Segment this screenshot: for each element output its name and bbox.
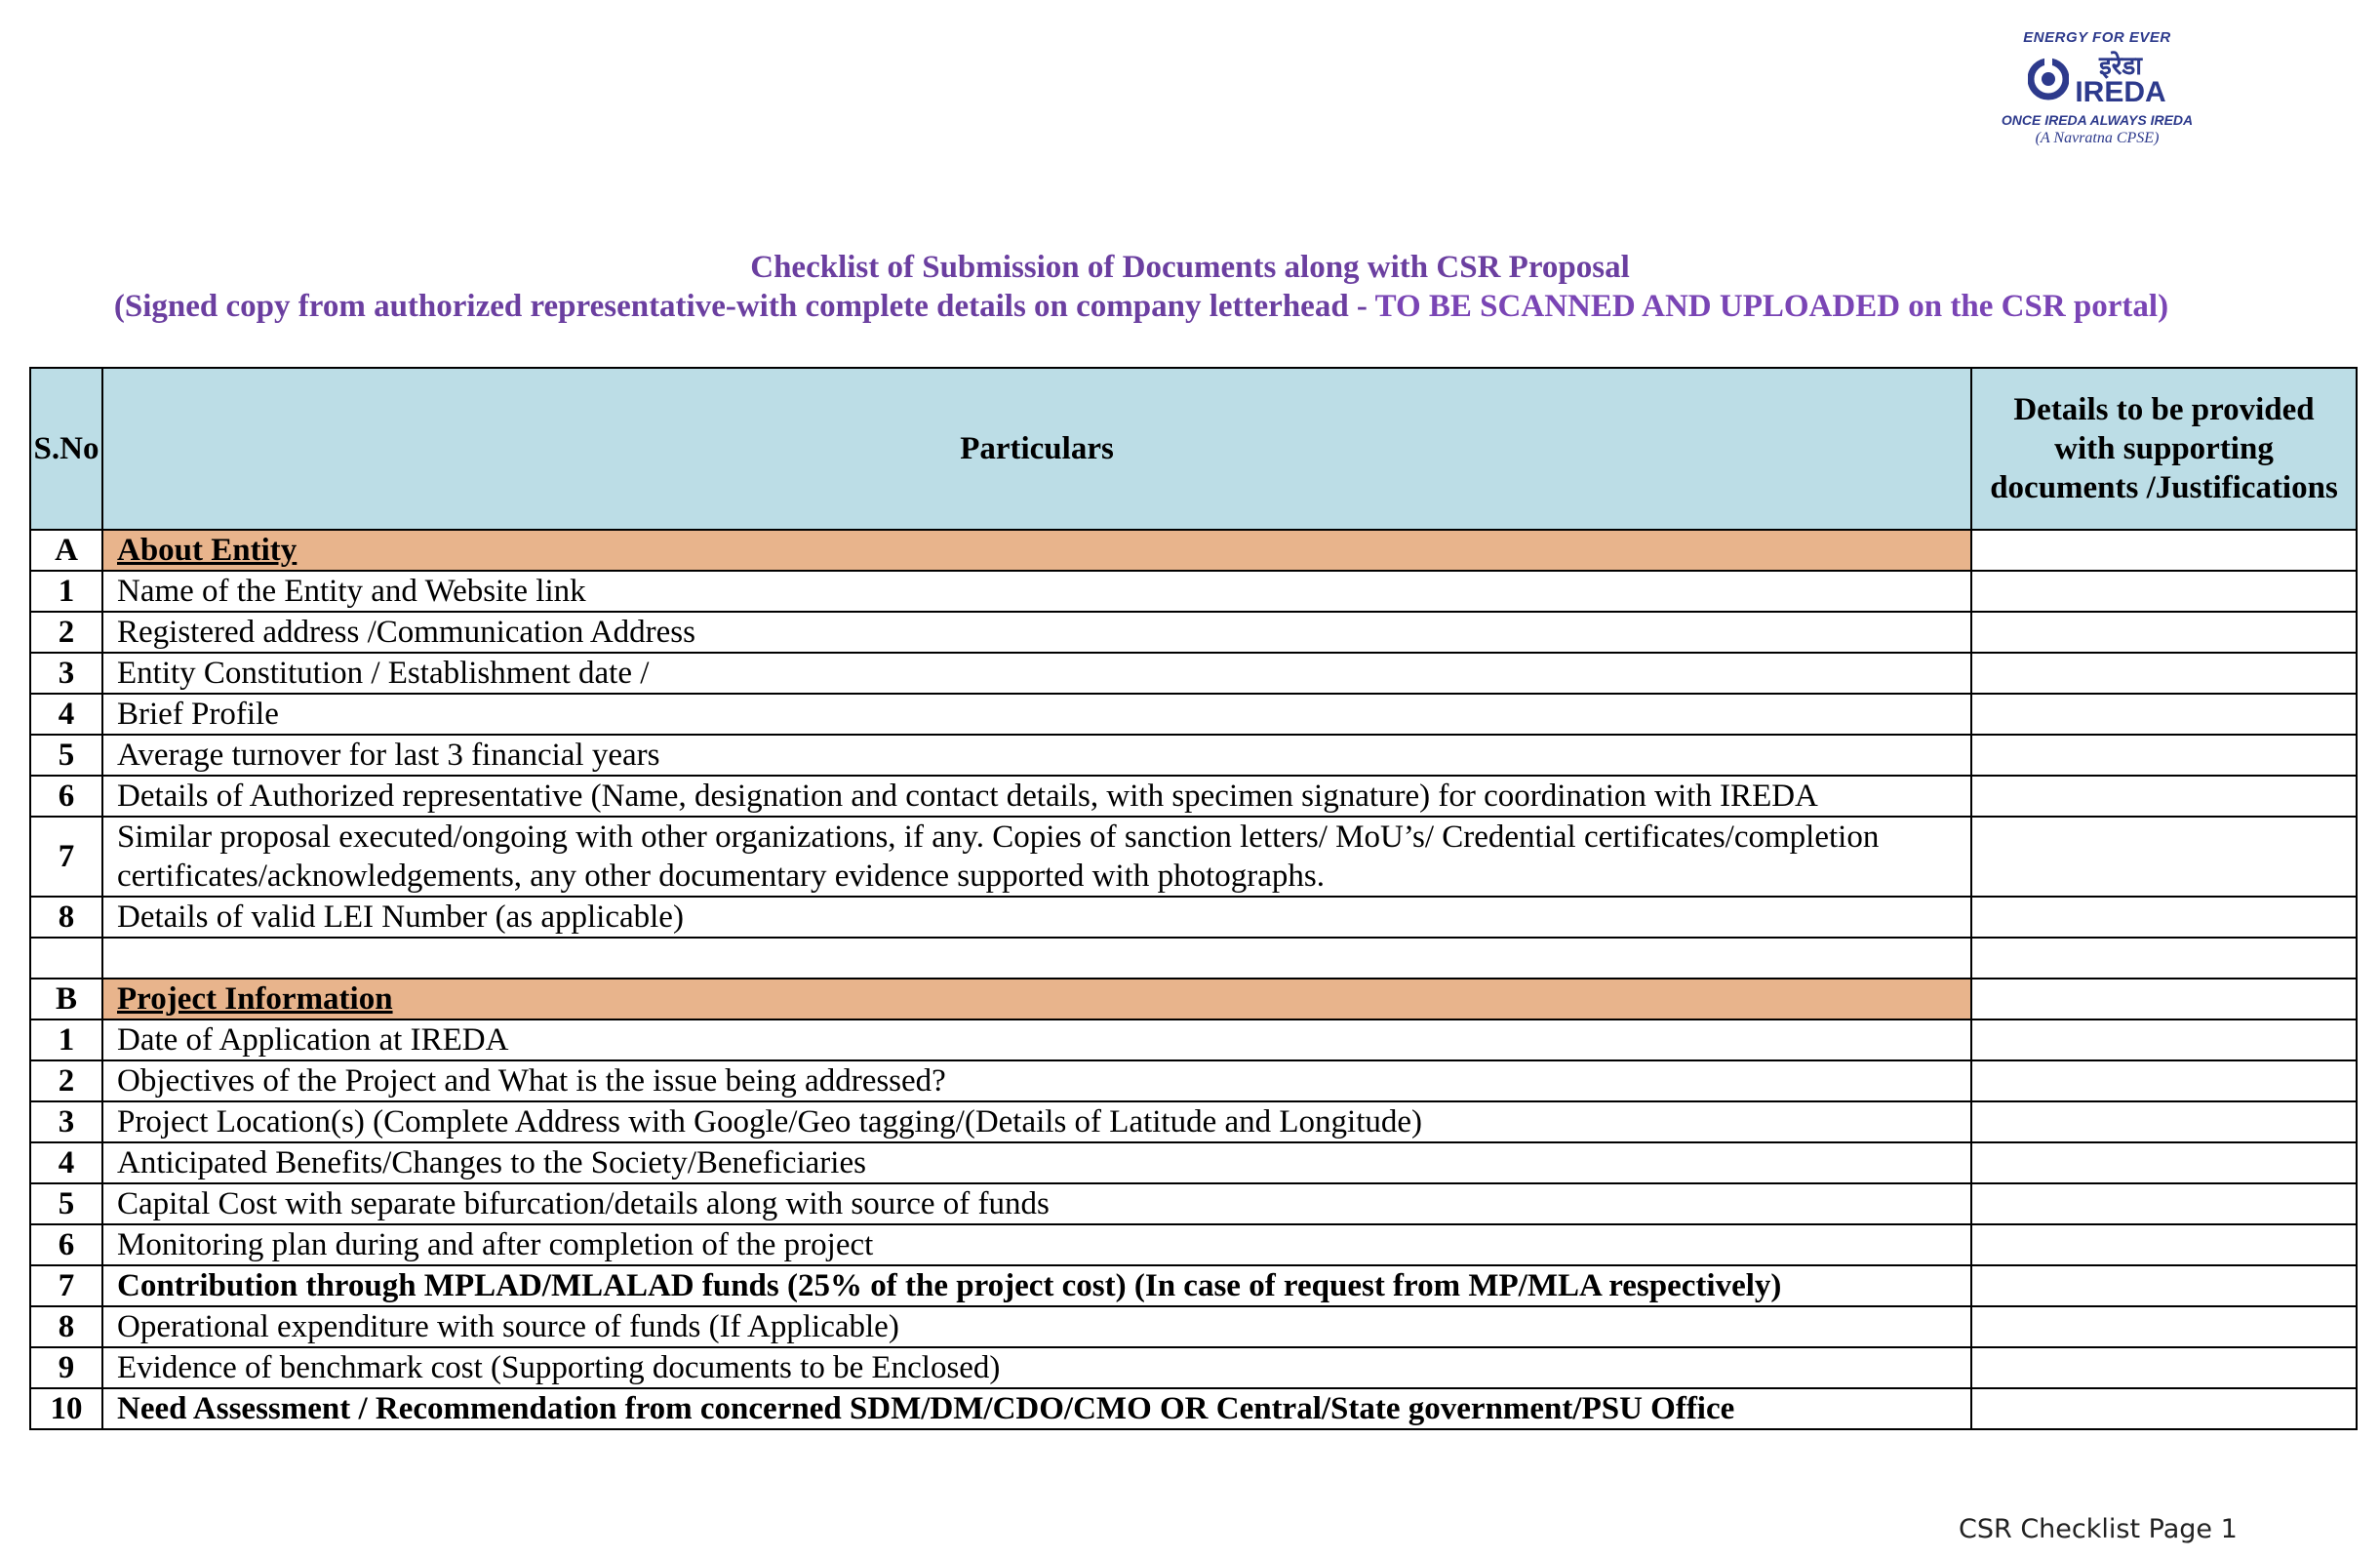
row-sno: 3 [30,1101,102,1142]
row-details-cell[interactable] [1971,1019,2357,1060]
row-particular: Details of Authorized representative (Name, designation and contact details, with specimen signature) for coordination with IREDA [102,776,1971,817]
row-details-cell[interactable] [1971,735,2357,776]
table-row [30,1306,2357,1347]
header-details: Details to be provided with supporting documents /Justifications [1971,368,2357,530]
row-particular: Brief Profile [102,694,1971,735]
row-particular: Capital Cost with separate bifurcation/details along with source of funds [102,1183,1971,1224]
row-sno: 4 [30,694,102,735]
row-details-cell[interactable] [1971,897,2357,938]
subtitle-main: (Signed copy from authorized representative-with complete details on company letterhead - [113,289,1375,324]
row-sno: 8 [30,897,102,938]
row-sno: 2 [30,1060,102,1101]
header-sno: S.No [30,368,102,530]
row-details-cell[interactable] [1971,1388,2357,1429]
row-sno: 10 [30,1388,102,1429]
logo-slogan: ONCE IREDA ALWAYS IREDA [2001,112,2194,128]
row-sno: 7 [30,817,102,897]
page-subtitle [0,289,2331,325]
row-particular: About Entity [102,530,1971,571]
row-particular: Project Location(s) (Complete Address with Google/Geo tagging/(Details of Latitude and Longitude) [102,1101,1971,1142]
row-details-cell[interactable] [1971,1265,2357,1306]
logo-tagline: ENERGY FOR EVER [2023,29,2171,46]
table-row [30,735,2357,776]
row-details-cell[interactable] [1971,1224,2357,1265]
ireda-emblem-icon [2028,56,2069,102]
row-details-cell[interactable] [1971,612,2357,653]
logo-brand: IREDA [2075,76,2166,108]
header-particulars: Particulars [102,368,1971,530]
row-sno: 1 [30,1019,102,1060]
row-details-cell[interactable] [1971,1183,2357,1224]
logo-hindi-name: इरेडा [2098,51,2143,80]
row-details-cell[interactable] [1971,653,2357,694]
table-row [30,1142,2357,1183]
row-details-cell[interactable] [1971,938,2357,979]
row-details-cell[interactable] [1971,530,2357,571]
row-sno: 2 [30,612,102,653]
row-sno: 8 [30,1306,102,1347]
logo-status: (A Navratna CPSE) [2035,130,2160,146]
row-particular: Objectives of the Project and What is the issue being addressed? [102,1060,1971,1101]
ireda-logo [1980,29,2214,166]
table-row [30,776,2357,817]
table-row [30,938,2357,979]
row-particular: Project Information [102,979,1971,1019]
row-sno: 3 [30,653,102,694]
row-particular: Similar proposal executed/ongoing with other organizations, if any. Copies of sanction letters/ MoU’s/ Credential certificates/completion certificates/acknowledgements, any other documentary evidence supported with photographs. [102,817,1971,897]
table-row [30,1224,2357,1265]
table-row [30,571,2357,612]
row-particular: Details of valid LEI Number (as applicable) [102,897,1971,938]
row-particular: Evidence of benchmark cost (Supporting documents to be Enclosed) [102,1347,1971,1388]
row-details-cell[interactable] [1971,694,2357,735]
row-sno: B [30,979,102,1019]
row-sno: A [30,530,102,571]
table-row [30,653,2357,694]
page-title: Checklist of Submission of Documents along with CSR Proposal [750,250,1630,285]
row-particular [102,938,1971,979]
row-sno: 9 [30,1347,102,1388]
row-particular: Average turnover for last 3 financial years [102,735,1971,776]
table-header-row [30,368,2357,530]
table-row [30,897,2357,938]
row-particular: Monitoring plan during and after completion of the project [102,1224,1971,1265]
table-row [30,1101,2357,1142]
table-row [30,1265,2357,1306]
row-sno: 5 [30,735,102,776]
table-row [30,694,2357,735]
section-row [30,979,2357,1019]
row-details-cell[interactable] [1971,1142,2357,1183]
checklist-body [30,530,2357,1429]
row-details-cell[interactable] [1971,776,2357,817]
row-particular: Need Assessment / Recommendation from concerned SDM/DM/CDO/CMO OR Central/State government/PSU Office [102,1388,1971,1429]
table-row [30,1347,2357,1388]
row-sno: 7 [30,1265,102,1306]
table-row [30,1183,2357,1224]
row-particular: Name of the Entity and Website link [102,571,1971,612]
row-sno: 6 [30,1224,102,1265]
section-row [30,530,2357,571]
row-particular: Registered address /Communication Address [102,612,1971,653]
row-sno: 1 [30,571,102,612]
row-particular: Date of Application at IREDA [102,1019,1971,1060]
table-row [30,1060,2357,1101]
row-details-cell[interactable] [1971,571,2357,612]
row-particular: Contribution through MPLAD/MLALAD funds (25% of the project cost) (In case of request from MP/MLA respectively) [102,1265,1971,1306]
table-row [30,1388,2357,1429]
page-footer: CSR Checklist Page 1 [1959,1514,2238,1544]
table-row [30,612,2357,653]
subtitle-highlight: TO BE SCANNED AND UPLOADED on the CSR portal) [1374,289,2169,324]
table-row [30,1019,2357,1060]
row-details-cell[interactable] [1971,1306,2357,1347]
row-sno: 5 [30,1183,102,1224]
row-details-cell[interactable] [1971,817,2357,897]
row-particular: Entity Constitution / Establishment date / [102,653,1971,694]
row-details-cell[interactable] [1971,1060,2357,1101]
row-details-cell[interactable] [1971,979,2357,1019]
row-sno [30,938,102,979]
row-particular: Anticipated Benefits/Changes to the Society/Beneficiaries [102,1142,1971,1183]
row-particular: Operational expenditure with source of funds (If Applicable) [102,1306,1971,1347]
checklist-table [29,367,2358,1430]
row-details-cell[interactable] [1971,1101,2357,1142]
table-row [30,817,2357,897]
row-details-cell[interactable] [1971,1347,2357,1388]
row-sno: 4 [30,1142,102,1183]
row-sno: 6 [30,776,102,817]
